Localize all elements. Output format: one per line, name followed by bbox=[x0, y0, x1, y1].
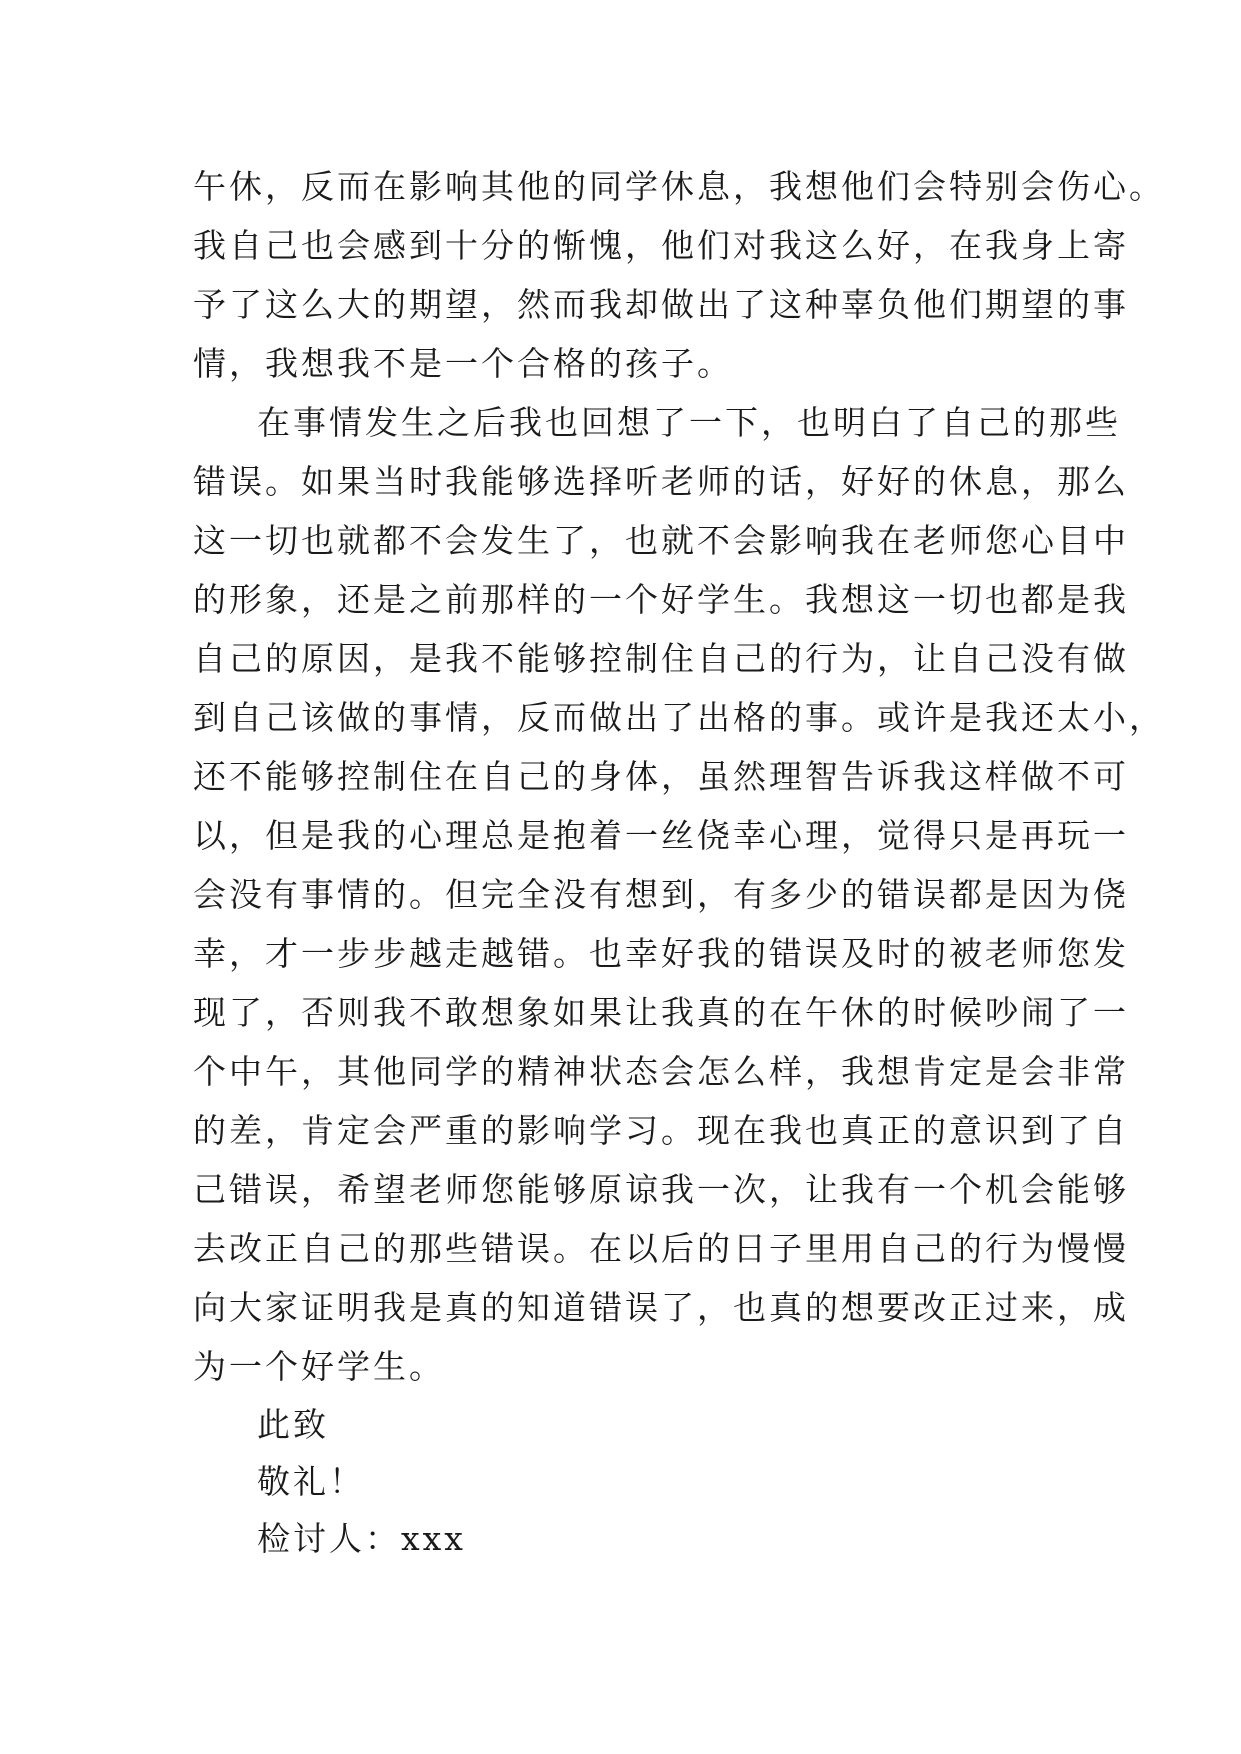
text-line: 幸，才一步步越走越错。也幸好我的错误及时的被老师您发 bbox=[193, 934, 1129, 973]
text-line: 这一切也就都不会发生了，也就不会影响我在老师您心目中 bbox=[193, 521, 1129, 560]
text-line: 个中午，其他同学的精神状态会怎么样，我想肯定是会非常 bbox=[193, 1052, 1129, 1091]
text-line: 予了这么大的期望，然而我却做出了这种辜负他们期望的事 bbox=[193, 285, 1129, 324]
text-line: 现了，否则我不敢想象如果让我真的在午休的时候吵闹了一 bbox=[193, 993, 1129, 1032]
text-line: 以，但是我的心理总是抱着一丝侥幸心理，觉得只是再玩一 bbox=[193, 816, 1129, 855]
text-line: 的形象，还是之前那样的一个好学生。我想这一切也都是我 bbox=[193, 580, 1129, 619]
closing-block bbox=[193, 1396, 1055, 1567]
text-line: 我自己也会感到十分的惭愧，他们对我这么好，在我身上寄 bbox=[193, 226, 1129, 265]
regards: 敬礼！ bbox=[257, 1462, 365, 1501]
text-line: 错误。如果当时我能够选择听老师的话，好好的休息，那么 bbox=[193, 462, 1129, 501]
paragraph-2 bbox=[193, 393, 1165, 1396]
text-line: 还不能够控制住在自己的身体，虽然理智告诉我这样做不可 bbox=[193, 757, 1129, 796]
text-line: 午休，反而在影响其他的同学休息，我想他们会特别会伤心。 bbox=[193, 167, 1165, 206]
text-line: 在事情发生之后我也回想了一下，也明白了自己的那些 bbox=[257, 403, 1121, 442]
text-line: 去改正自己的那些错误。在以后的日子里用自己的行为慢慢 bbox=[193, 1229, 1129, 1268]
paragraph-1 bbox=[193, 157, 1165, 393]
text-line: 自己的原因，是我不能够控制住自己的行为，让自己没有做 bbox=[193, 639, 1129, 678]
text-line: 会没有事情的。但完全没有想到，有多少的错误都是因为侥 bbox=[193, 875, 1129, 914]
text-line: 情，我想我不是一个合格的孩子。 bbox=[193, 344, 733, 383]
text-line: 向大家证明我是真的知道错误了，也真的想要改正过来，成 bbox=[193, 1288, 1129, 1327]
salutation: 此致 bbox=[257, 1405, 329, 1444]
signature: 检讨人：xxx bbox=[257, 1519, 466, 1558]
text-line: 己错误，希望老师您能够原谅我一次，让我有一个机会能够 bbox=[193, 1170, 1129, 1209]
text-line: 为一个好学生。 bbox=[193, 1347, 445, 1386]
text-line: 的差，肯定会严重的影响学习。现在我也真正的意识到了自 bbox=[193, 1111, 1129, 1150]
document-body bbox=[193, 157, 1165, 1567]
text-line: 到自己该做的事情，反而做出了出格的事。或许是我还太小， bbox=[193, 698, 1165, 737]
